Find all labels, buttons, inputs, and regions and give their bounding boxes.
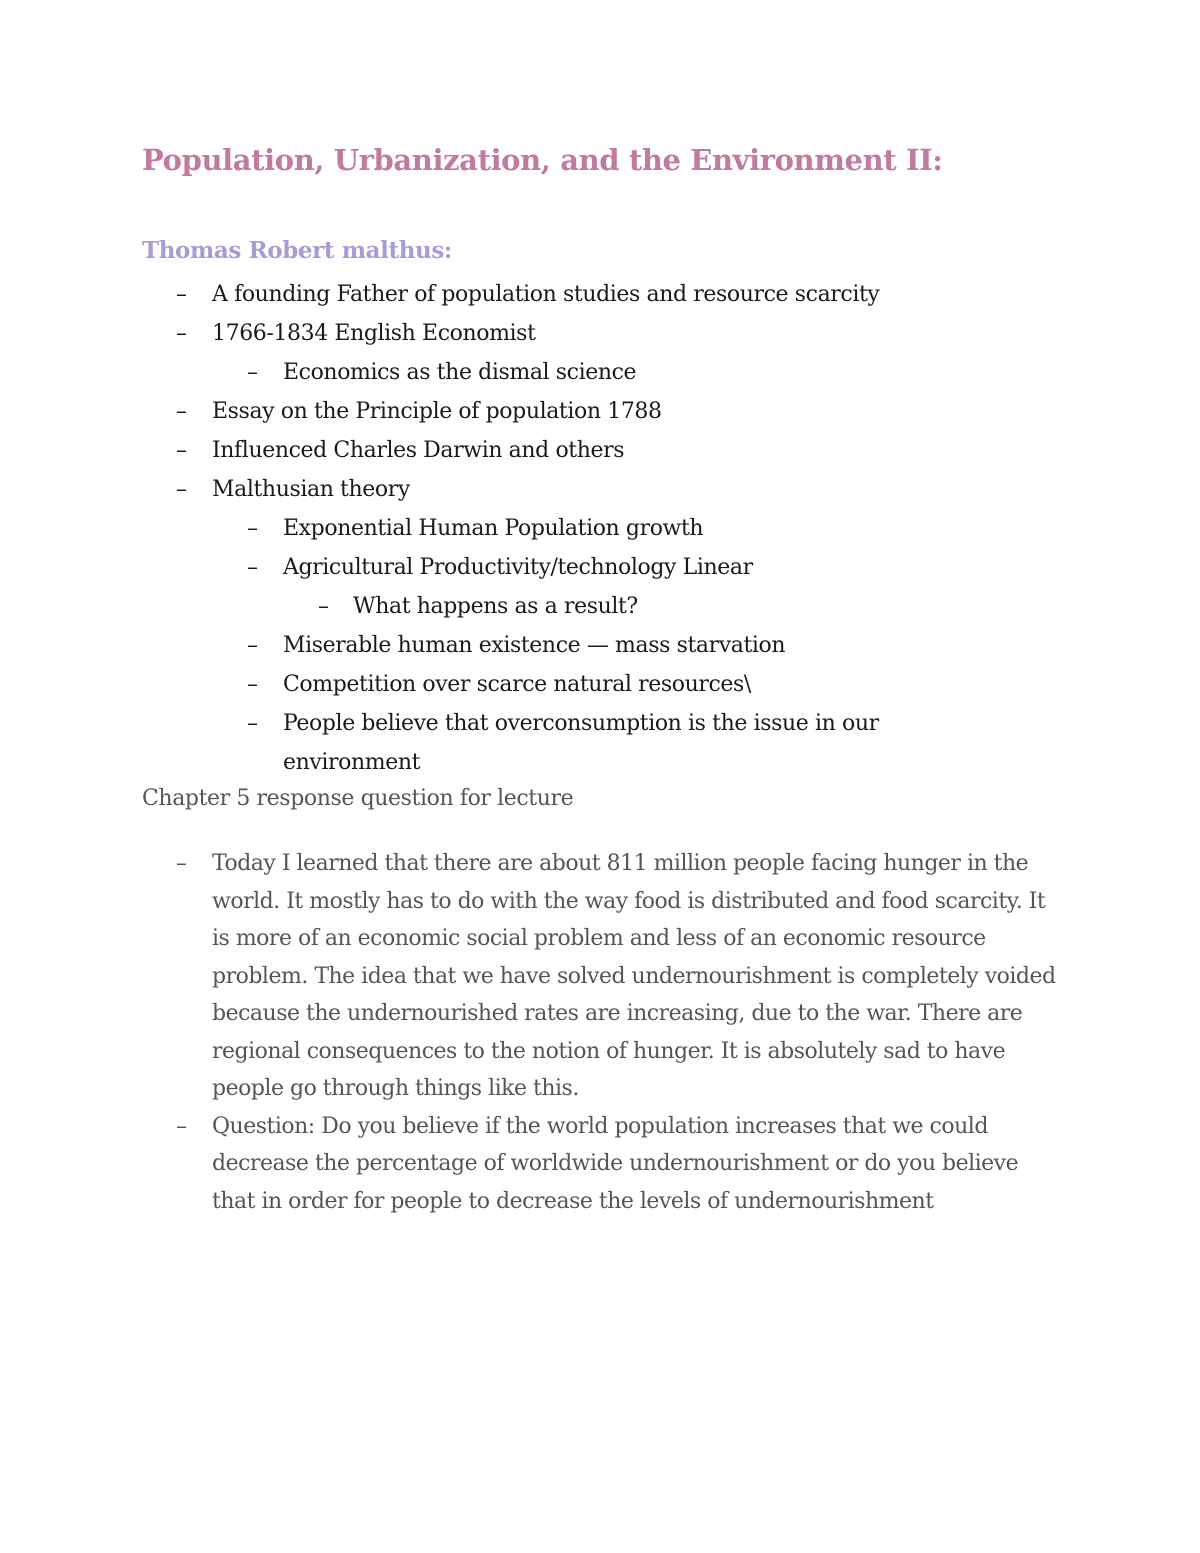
outline-item [0,509,1200,548]
outline-item [0,275,1200,314]
section-heading: Thomas Robert malthus: [142,237,452,264]
response-item [0,1108,1200,1221]
bullet-dash: – [176,321,187,346]
outline-item [0,314,1200,353]
outline-item-text: Exponential Human Population growth [283,516,704,541]
bullet-dash: – [176,399,187,424]
bullet-dash: – [176,282,187,307]
document-title: Population, Urbanization, and the Environment II: [142,143,943,177]
outline-item-text: Essay on the Principle of population 1788 [212,399,662,424]
outline-item-text: 1766-1834 English Economist [212,321,536,346]
outline-item [0,626,1200,665]
outline-item [0,431,1200,470]
outline-item-text: Agricultural Productivity/technology Linear [283,555,753,580]
bullet-dash: – [247,672,258,697]
outline-item [0,470,1200,509]
outline-item-text: Miserable human existence — mass starvation [283,633,786,658]
chapter-heading: Chapter 5 response question for lecture [142,786,574,811]
outline-item [0,704,1200,782]
bullet-dash: – [247,360,258,385]
outline-item-text: People believe that overconsumption is the issue in our environment [283,711,879,775]
outline-item [0,392,1200,431]
outline-item [0,353,1200,392]
outline-item-text: Economics as the dismal science [283,360,637,385]
bullet-dash: – [176,438,187,463]
outline-item [0,665,1200,704]
outline-item-text: What happens as a result? [353,594,638,619]
response-text: Today I learned that there are about 811 million people facing hunger in the world. It mostly has to do with the way food is distributed and food scarcity. It is more of an economic social problem and less of an economic resource problem. The idea that we have solved undernourishment is completely voided because the undernourished rates are increasing, due to the war. There are regional consequences to the notion of hunger. It is absolutely sad to have people go through things like this. [212,851,1056,1101]
outline-item [0,548,1200,587]
outline-item-text: Competition over scarce natural resources\ [283,672,751,697]
response-question: Question: Do you believe if the world population increases that we could decrease the percentage of worldwide undernourishment or do you believe that in order for people to decrease the levels of undernourishment [212,1113,1019,1214]
bullet-dash: – [176,1113,187,1139]
bullet-dash: – [176,851,187,876]
bullet-dash: – [318,594,329,619]
bullet-dash: – [247,516,258,541]
outline-item-text: Influenced Charles Darwin and others [212,438,625,463]
response-item [0,845,1200,1108]
bullet-dash: – [247,633,258,658]
bullet-dash: – [247,555,258,580]
bullet-dash: – [247,711,258,736]
outline-item [0,587,1200,626]
bullet-dash: – [176,477,187,502]
response-list [0,845,1200,1220]
outline-item-text: A founding Father of population studies and resource scarcity [212,282,880,307]
malthus-outline [0,275,1200,782]
outline-item-text: Malthusian theory [212,477,410,502]
